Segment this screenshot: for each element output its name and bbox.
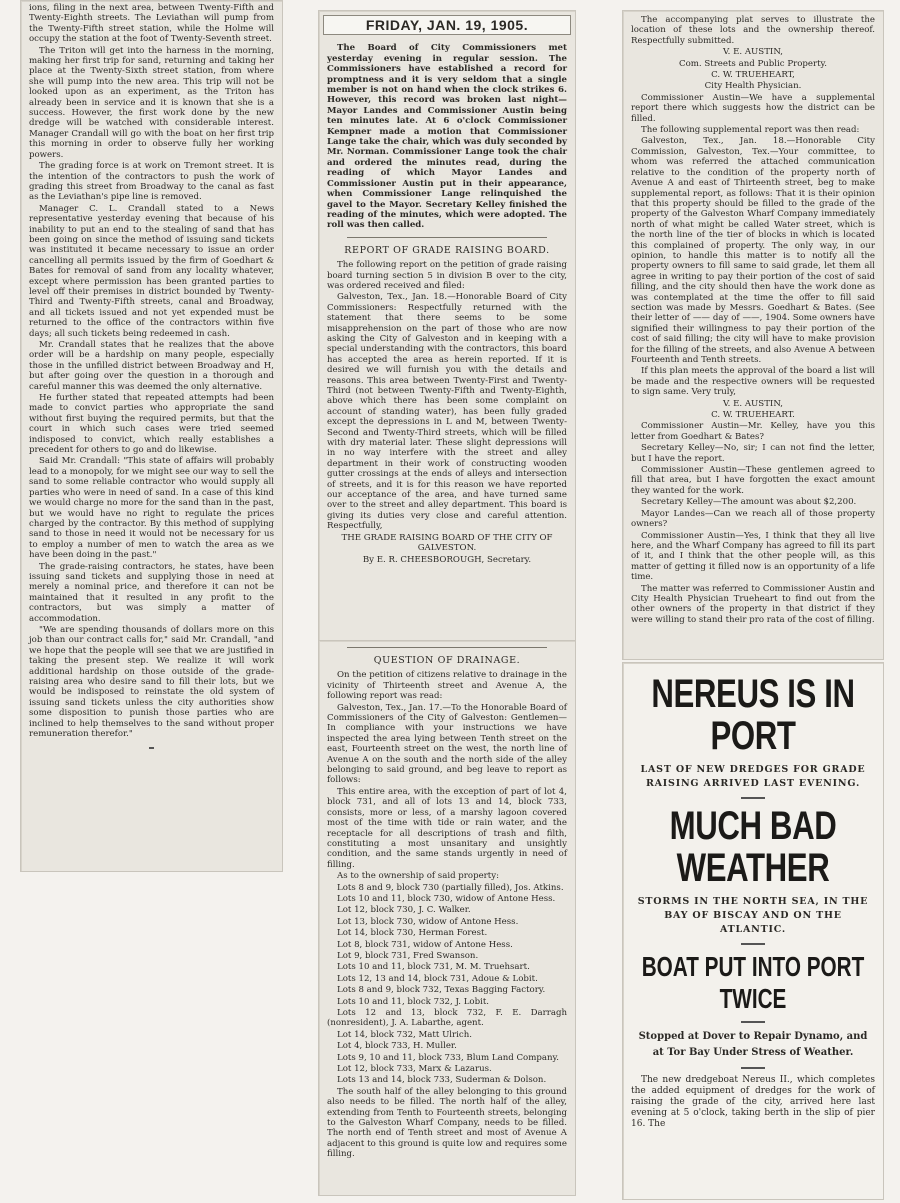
nereus-body: The new dredgeboat Nereus II., which completes the added equipment of dredges for the work of raising the grade of the city, arrived here last evening at 5 o'clock, taking berth in the slip of pier 16. The: [631, 1075, 875, 1129]
section-heading-grade-raising: REPORT OF GRADE RAISING BOARD.: [344, 244, 550, 256]
ownership-intro: As to the ownership of said property:: [337, 871, 499, 882]
owner-entry: Lot 12, block 730, J. C. Walker.: [337, 905, 471, 916]
grade-intro: The following report on the petition of grade raising board turning section 5 in division B over to the city, was ordered received and filed:: [327, 260, 567, 291]
headline-port-twice: BOAT PUT INTO PORT TWICE: [641, 951, 865, 1014]
drainage-tail: The south half of the alley belonging to this ground also needs to be filled. The north half of the alley, extending from Tenth to Fourteenth streets, belonging to the Galveston Wharf Company, needs to be filled. The north end of Tenth street and most of Avenue A adjacent to this ground is quite low and requires some filling.: [327, 1086, 567, 1160]
col1-paragraph: Manager C. L. Crandall stated to a News representative yesterday evening that because of his inability to put an end to the stealing of sand that has been going on since the method of issuing sand tickets was instituted it became necessary to issue an order cancelling all permits issued by the firm of Goedhart & Bates for removal of sand from any locality whatever, except where permission has been granted parties to level off their premises in district bounded by Twenty-Third and Twenty-Fifth streets, canal and Broadway, and all tickets issued and not yet expended must be returned to the office of the contractors within five days; all such tickets being redeemed in cash.: [29, 203, 274, 339]
signature: C. W. TRUEHEART.: [711, 410, 795, 421]
divider: [741, 1021, 765, 1023]
owner-entry: Lots 8 and 9, block 732, Texas Bagging Factory.: [337, 985, 546, 996]
col1-paragraph: Said Mr. Crandall: "This state of affairs will probably lead to a monopoly, for we might see our way to sell the sand to some reliable contractor who would supply all parties who were in need of sand. In a case of this kind we would charge no more for the sand than in the past, but we would have no right to regulate the prices charged by the contractor. By this method of supplying sand to those in need it would not be necessary for us to employ a number of men to watch the area as we have been doing in the past.": [29, 456, 274, 561]
owner-entry: Lot 13, block 730, widow of Antone Hess.: [337, 916, 519, 927]
article-drainage: [318, 640, 576, 1196]
col3-paragraph: The accompanying plat serves to illustrate the location of these lots and the ownership thereof. Respectfully submitted.: [631, 15, 875, 46]
divider: [149, 747, 154, 749]
signature-title: Com. Streets and Public Property.: [679, 58, 827, 69]
col1-paragraph: "We are spending thousands of dollars more on this job than our contract calls for," said Mr. Crandall, "and we hope that the people will see that we are justified in taking the present step. We realize it will work additional hardship on those outside of the grade-raising area who desire sand to fill their lots, but we would be indisposed to reinstate the old system of issuing sand tickets unless the city authorities show some disposition to punish those parties who are inclined to help themselves to the sand without proper remuneration therefor.": [29, 624, 274, 740]
col1-paragraph: The grade-raising contractors, he states, have been issuing sand tickets and supplying those in need at merely a nominal price, and therefore it can not be maintained that it resulted in any profit to the contractors, but was simply a matter of accommodation.: [29, 561, 274, 624]
col1-paragraph: Mr. Crandall states that he realizes that the above order will be a hardship on many people, especially those in the unfilled district between Broadway and H, but after going over the question in a thorough and careful manner this was deemed the only alternative.: [29, 340, 274, 392]
col3-paragraph: Mayor Landes—Can we reach all of those property owners?: [631, 508, 875, 530]
signature-title: City Health Physician.: [704, 81, 802, 92]
owner-entry: Lots 12, 13 and 14, block 731, Adoue & Lobit.: [337, 973, 538, 984]
deck-weather: STORMS IN THE NORTH SEA, IN THE BAY OF BISCAY AND ON THE ATLANTIC.: [637, 896, 869, 935]
lead-paragraph: The Board of City Commissioners met yesterday evening in regular session. The Commissioners have established a record for promptness and it is very seldom that a single member is not on hand when the clock strikes 6. However, this record was broken last night—Mayor Landes and Commissioner Austin being ten minutes late. At 6 o'clock Commissioner Kempner made a motion that Commissioner Lange take the chair, which was duly seconded by Mr. Norman. Commissioner Lange took the chair and ordered the minutes read, during the reading of which Mayor Landes and Commissioner Austin put in their appearance, when Commissioner Lange relinquished the gavel to the Mayor. Secretary Kelley finished the reading of the minutes, which were adopted. The roll was then called.: [327, 43, 567, 231]
signature: V. E. AUSTIN,: [722, 398, 784, 409]
owner-entry: Lots 10 and 11, block 730, widow of Antone Hess.: [337, 893, 556, 904]
owner-entry: Lot 14, block 730, Herman Forest.: [337, 928, 488, 939]
col1-paragraph: The Triton will get into the harness in the morning, making her first trip for sand, returning and taking her place at the Twenty-Sixth street station, from where she will pump into the new area. This trip will not be looked upon as an experiment, as the Triton has already been in service and it is known that she is a success. However, the first work done by the new dredge will be watched with considerable interest. Manager Crandall will go with the boat on her first trip this morning in order to observe fully her working powers.: [29, 45, 274, 160]
divider: [741, 797, 765, 799]
signature: C. W. TRUEHEART,: [711, 70, 795, 81]
drainage-body: This entire area, with the exception of part of lot 4, block 731, and all of lots 13 and 14, block 733, consists, more or less, of a marshy lagoon covered most of the time with tide or rain water, and the receptacle for all descriptions of trash and filth, constituting a most unsanitary and unsightly condition, and the same stands urgently in need of filling.: [327, 786, 567, 870]
col3-paragraph: The following supplemental report was then read:: [641, 125, 860, 136]
col1-paragraph: ions, filing in the next area, between Twenty-Fifth and Twenty-Eighth streets. The Leviathan will pump from the Twenty-Fifth street station, while the Holme will occupy the station at the foot of Twenty-Seventh street.: [29, 3, 274, 45]
grade-signature-secretary: By E. R. CHEESBOROUGH, Secretary.: [362, 554, 532, 565]
col1-paragraph: He further stated that repeated attempts had been made to convict parties who appropriate the sand without first buying the required permits, but that the court in which such cases were tried seemed indisposed to convict, which really establishes a precedent for others to go and do likewise.: [29, 393, 274, 456]
grade-body: Galveston, Tex., Jan. 18.—Honorable Board of City Commissioners: Respectfully returned with the statement that there seems to be some misapprehension on the part of those who are now asking the City of Galveston and in keeping with a special understanding with the contractors, this board has accepted the area as herein reported. If it is desired we will furnish you with the details and reasons. This area between Twenty-First and Twenty-Third (not between Twenty-Fifth and Twenty-Eighth, above which there has been some complaint on account of standing water), has been fully graded except the depressions in L and M, between Twenty-Second and Twenty-Third streets, which will be filled with dry material later. These slight depressions will in no way interfere with the street and alley department in their work of constructing wooden gutter crossings at the ends of alleys and intersection of streets, and it is for this reason we have reported our acceptance of the area, and have turned same over to the street and alley department. This board is giving its duties very close and careful attention. Respectfully,: [327, 292, 567, 532]
article-nereus: [622, 662, 884, 1200]
owner-entry: Lots 12 and 13, block 732, F. E. Darragh (nonresident), J. A. Labarthe, agent.: [327, 1008, 567, 1029]
headline-weather: MUCH BAD WEATHER: [669, 804, 837, 890]
col3-paragraph: Secretary Kelley—The amount was about $2,200.: [641, 497, 857, 508]
divider: [741, 943, 765, 945]
divider: [347, 237, 547, 238]
col3-paragraph: Commissioner Austin—Yes, I think that they all live here, and the Wharf Company has agreed to fill its part of it, and I think that the other people will, as this matter of getting it filled now is an opportunity of a life time.: [631, 530, 875, 583]
owner-entry: Lot 12, block 733, Marx & Lazarus.: [337, 1064, 492, 1075]
owner-entry: Lot 8, block 731, widow of Antone Hess.: [337, 939, 513, 950]
section-heading-drainage: QUESTION OF DRAINAGE.: [373, 655, 521, 666]
col1-paragraph: The grading force is at work on Tremont street. It is the intention of the contractors to push the work of grading this street from Broadway to the canal as fast as the Leviathan's pipe line is removed.: [29, 161, 274, 203]
col3-paragraph: Commissioner Austin—These gentlemen agreed to fill that area, but I have forgotten the exact amount they wanted for the work.: [631, 465, 875, 496]
owner-entry: Lots 9, 10 and 11, block 733, Blum Land Company.: [337, 1052, 559, 1063]
drainage-intro: On the petition of citizens relative to drainage in the vicinity of Thirteenth street and Avenue A, the following report was read:: [327, 670, 567, 702]
divider: [347, 647, 547, 648]
article-sand-tickets: [20, 0, 283, 872]
grade-signature: THE GRADE RAISING BOARD OF THE CITY OF GALVESTON.: [341, 532, 553, 554]
deck-nereus: LAST OF NEW DREDGES FOR GRADE RAISING ARRIVED LAST EVENING.: [640, 764, 866, 789]
owner-entry: Lots 13 and 14, block 733, Suderman & Dolson.: [337, 1075, 547, 1086]
col3-paragraph: Commissioner Austin—Mr. Kelley, have you this letter from Goedhart & Bates?: [631, 421, 875, 442]
owner-entry: Lot 9, block 731, Fred Swanson.: [337, 950, 479, 961]
owner-entry: Lots 10 and 11, block 732, J. Lobit.: [337, 996, 490, 1007]
article-supplemental-report: [622, 10, 884, 660]
divider: [741, 1067, 765, 1069]
signature: V. E. AUSTIN,: [722, 47, 784, 58]
owner-entry: Lot 4, block 733, H. Muller.: [337, 1041, 457, 1052]
drainage-body: Galveston, Tex., Jan. 17.—To the Honorable Board of Commissioners of the City of Galveston: Gentlemen—In compliance with your instructions we have inspected the area lying between Tenth street on the east, Fourteenth street on the west, the north line of Avenue A on the south and the north side of the alley belonging to said ground, and beg leave to report as follows:: [327, 702, 567, 786]
owner-entry: Lots 8 and 9, block 730 (partially filled), Jos. Atkins.: [337, 882, 564, 893]
col3-paragraph: The matter was referred to Commissioner Austin and City Health Physician Trueheart to find out from the other owners of the property in that district if they were willing to stand their pro rata of the cost of filling.: [631, 583, 875, 625]
col3-paragraph: Commissioner Austin—We have a supplemental report there which suggests how the district can be filled.: [631, 92, 875, 124]
deck-dover: Stopped at Dover to Repair Dynamo, and at Tor Bay Under Stress of Weather.: [638, 1031, 868, 1058]
dateline: FRIDAY, JAN. 19, 1905.: [323, 15, 571, 35]
col3-paragraph: If this plan meets the approval of the board a list will be made and the respective owners will be requested to sign same. Very truly,: [631, 366, 875, 398]
col3-paragraph: Galveston, Tex., Jan. 18.—Honorable City Commission, Galveston, Tex.—Your committee, to whom was referred the attached communication relative to the condition of the property north of Avenue A and east of Thirteenth street, beg to make supplemental report, as follows: That it is their opinion that this property should be filled to the grade of the property of the Galveston Wharf Company immediately north of what might be called Water street, which is the north line of the tier of blocks in which is located this complained of property. The only way, in our opinion, to handle this matter is to notify all the property owners to fill same to said grade, let them all agree in writing to pay their portion of the cost of said filling, and the city should then have the work done as was contemplated at the time the offer to fill said section was made by Messrs. Goedhart & Bates. (See their letter of —— day of ——, 1904. Some owners have signified their willingness to pay their portion of the cost of said filling; the city will have to make provision for the filling of the streets, and also Avenue A between Fourteenth and Tenth streets.: [631, 136, 875, 365]
owner-entry: Lot 14, block 732, Matt Ulrich.: [337, 1029, 472, 1040]
owner-entry: Lots 10 and 11, block 731, M. M. Truehsart.: [337, 962, 530, 973]
article-city-commissioners: [318, 10, 576, 642]
headline-nereus: NEREUS IS IN PORT: [651, 672, 855, 758]
col3-paragraph: Secretary Kelley—No, sir; I can not find the letter, but I have the report.: [631, 443, 875, 464]
